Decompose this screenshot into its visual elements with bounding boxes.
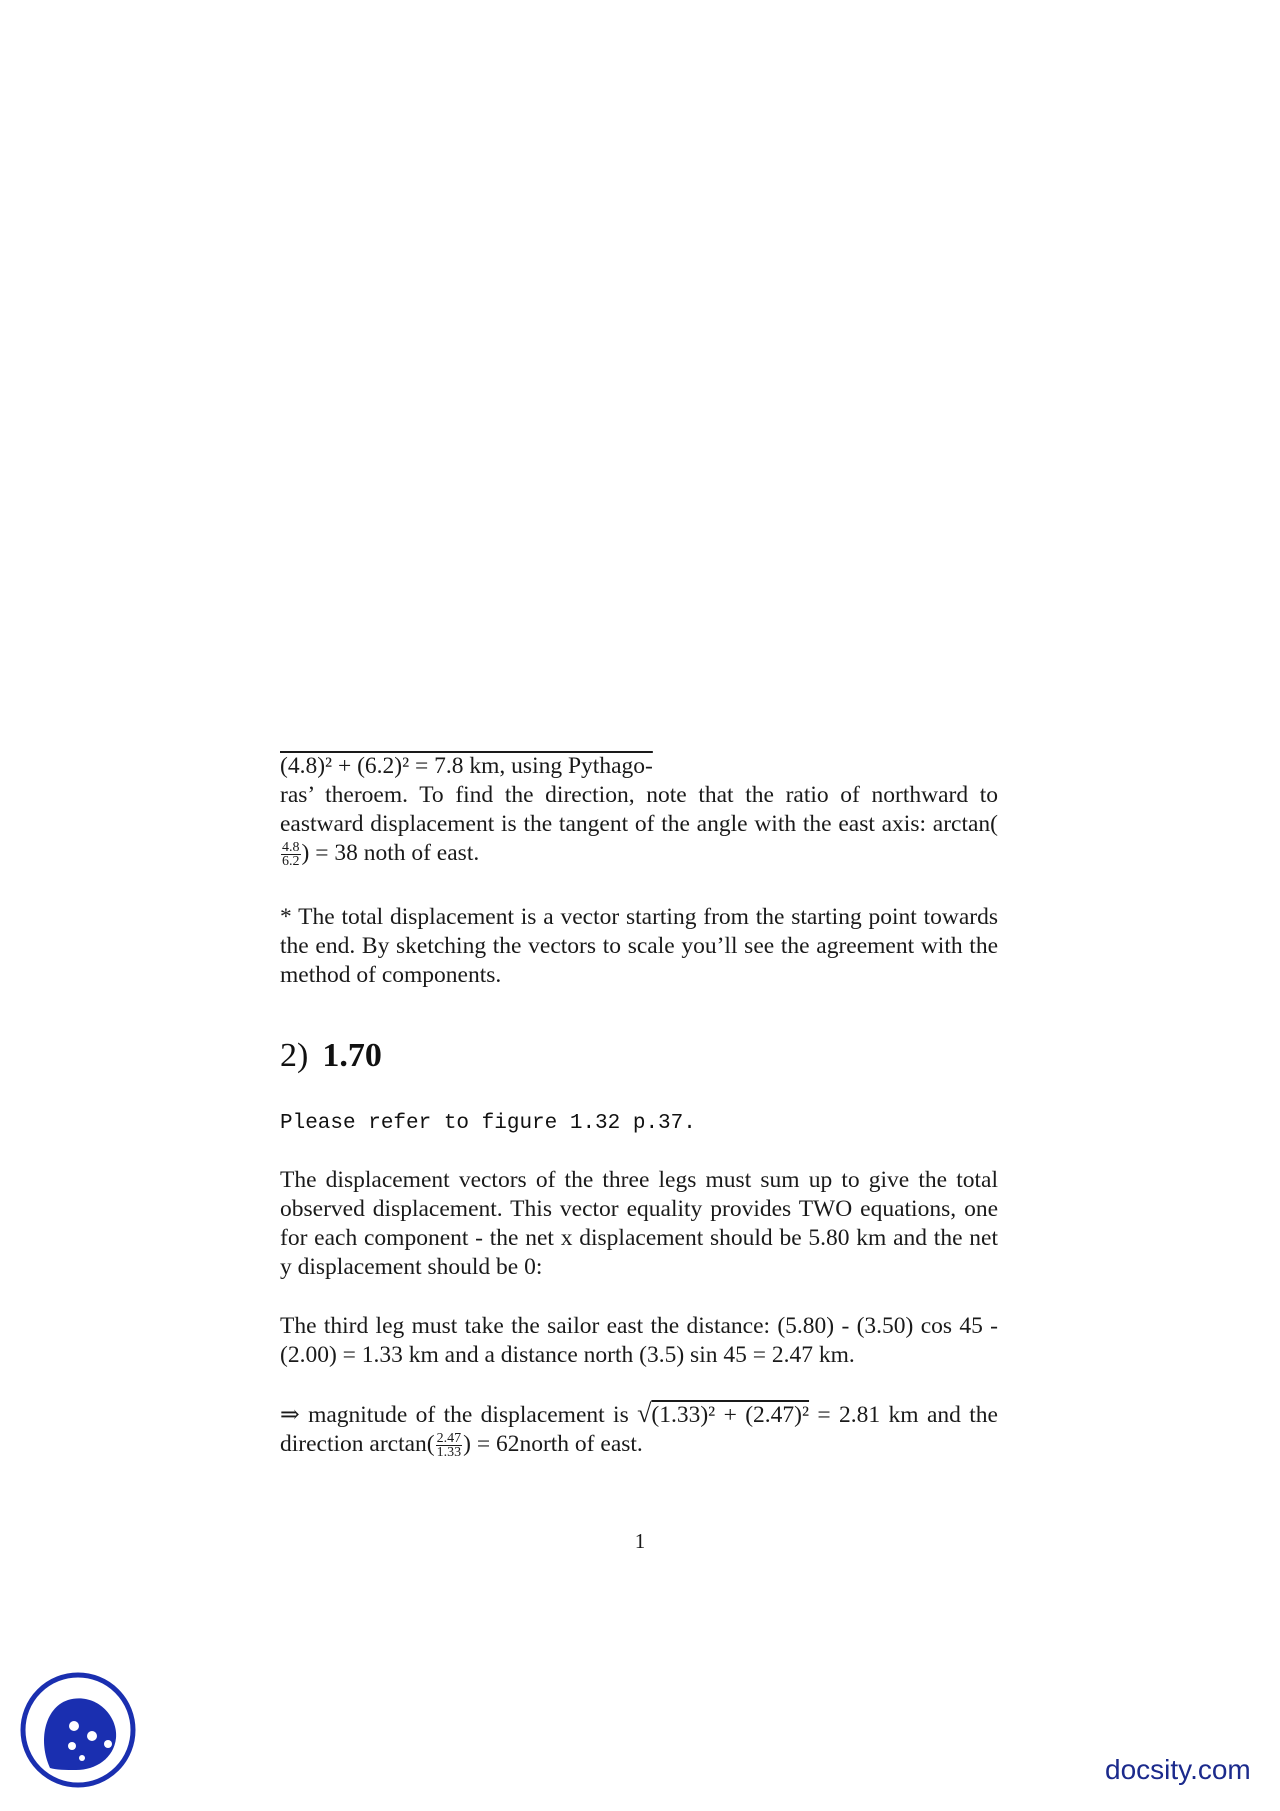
paragraph-text: ) = 38 noth of east. — [301, 840, 480, 866]
paragraph-result: ⇒ magnitude of the displacement is √(1.33)² + (2.47)² = 2.81 km and the direction arctan( $\frac{2.47}{1.33}$ ) = 62north of east. — [280, 1399, 998, 1461]
docsity-brand-link[interactable]: docsity.com — [1105, 1754, 1251, 1785]
logo-dot — [87, 1731, 97, 1741]
paragraph-third-leg: The third leg must take the sailor east the distance: (5.80) - (3.50) cos 45 - (2.00) = 1.33 km and a distance north (3.5) sin 45 = 2.47 km. — [280, 1313, 998, 1368]
sqrt-symbol: √ — [637, 1399, 652, 1428]
logo-dot — [104, 1740, 112, 1748]
fraction: $\frac{4.8}{6.2}$ — [282, 840, 300, 870]
page-number: 1 — [634, 1529, 646, 1553]
logo-dot — [69, 1721, 79, 1731]
radicand: (1.33)² + (2.47)² — [651, 1402, 810, 1428]
paragraph-magnitude — [280, 752, 998, 868]
paragraph-vector-equality: The displacement vectors of the three legs must sum up to give the total observed displacement. This vector equality provides TWO equations, one for each component - the net x displacement should be 5.80 km and the net y displacement should be 0: — [280, 1167, 998, 1280]
logo-dot — [68, 1742, 76, 1750]
fraction: $\frac{2.47}{1.33}$ — [436, 1431, 462, 1461]
figure-reference: Please refer to figure 1.32 p.37. — [280, 1112, 696, 1135]
section-title: 1.70 — [322, 1037, 382, 1074]
paragraph-total-displacement: * The total displacement is a vector starting from the starting point towards the end. By sketching the vectors to scale you’ll see the agreement with the method of components. — [280, 904, 998, 988]
docsity-logo-icon[interactable] — [20, 1672, 136, 1788]
section-heading — [280, 1036, 382, 1076]
paragraph-text: ras’ theroem. To find the direction, note that the ratio of northward to eastward displacement is the tangent of the angle with the east axis: arctan( — [280, 782, 998, 837]
section-number: 2) — [280, 1037, 309, 1074]
sqrt-expression: (4.8)² + (6.2)² = 7.8 km, using Pythago- — [280, 753, 653, 779]
logo-dot — [79, 1755, 85, 1761]
